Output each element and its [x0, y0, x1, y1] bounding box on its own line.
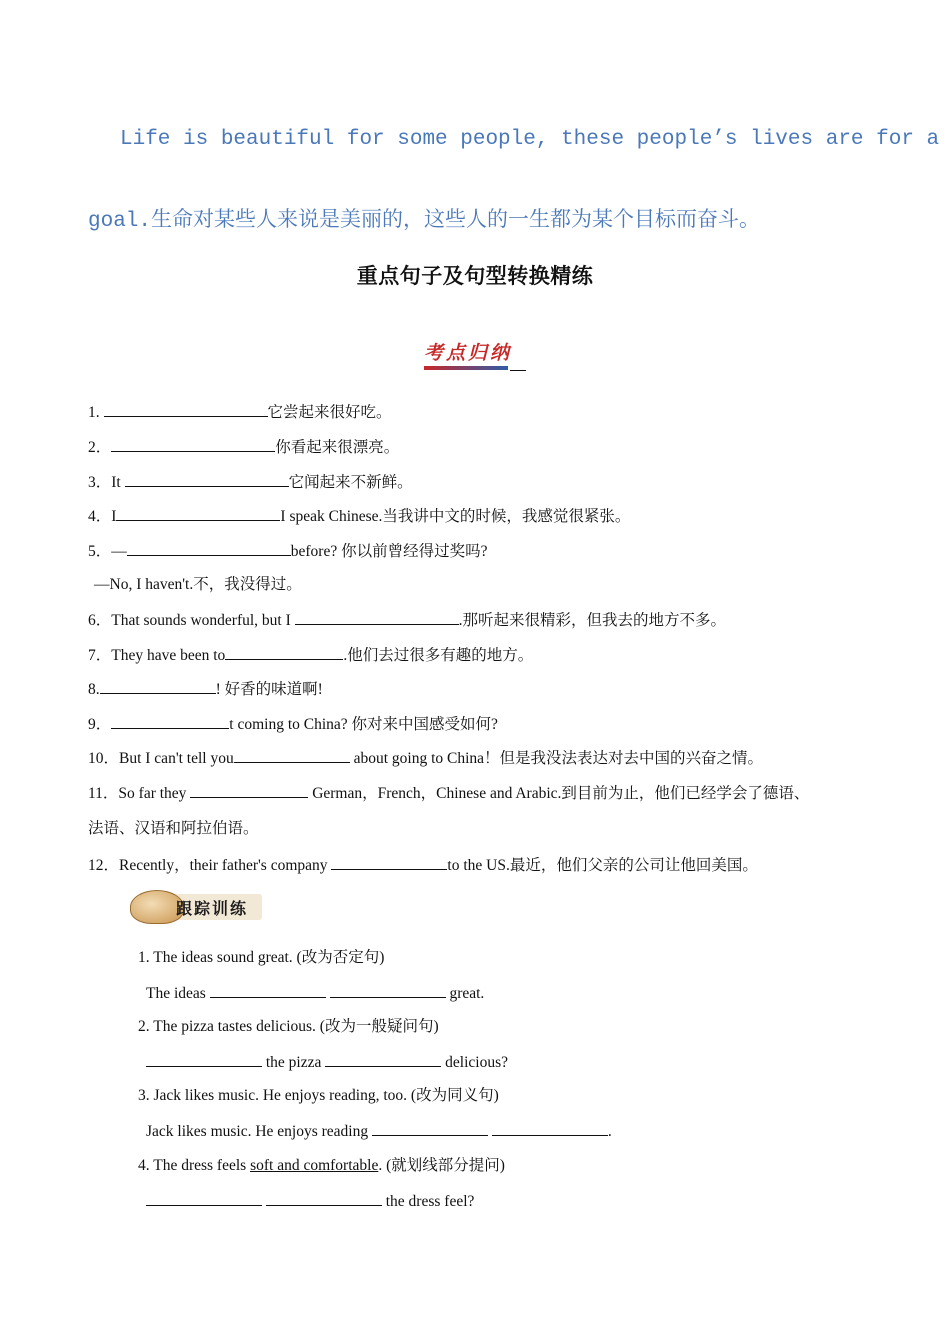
answer-blank[interactable] [146, 1052, 262, 1067]
exercise-item-5-answer: —No, I haven't.不，我没得过。 [94, 576, 302, 593]
page-title: 重点句子及句型转换精练 [356, 264, 594, 288]
exercise-item-4: 4．I I speak Chinese.当我讲中文的时候，我感觉很紧张。 [88, 508, 631, 525]
exercise-item-6: 6．That sounds wonderful, but I .那听起来很精彩，但我去的地方不多。 [88, 612, 727, 629]
answer-blank[interactable] [266, 1191, 382, 1206]
answer-blank[interactable] [331, 855, 447, 870]
quote-line-2: goal.生命对某些人来说是美丽的，这些人的一生都为某个目标而奋斗。 [88, 210, 761, 233]
answer-blank[interactable] [125, 472, 289, 487]
answer-blank[interactable] [492, 1121, 608, 1136]
exercise-item-11: 11．So far they German，French，Chinese and Arabic.到目前为止，他们已经学会了德语、 [88, 785, 810, 802]
answer-blank[interactable] [325, 1052, 441, 1067]
practice-answer-4: the dress feel? [146, 1191, 474, 1212]
practice-question-2: 2. The pizza tastes delicious. (改为一般疑问句) [138, 1018, 439, 1035]
practice-answer-3: Jack likes music. He enjoys reading . [146, 1123, 612, 1140]
practice-answer-2: the pizza delicious? [146, 1052, 508, 1073]
exercise-item-5: 5．— before? 你以前曾经得过奖吗? [88, 543, 488, 560]
answer-blank[interactable] [234, 748, 350, 763]
section-badge-practice [126, 888, 266, 928]
badge-underline [424, 366, 508, 370]
practice-question-1: 1. The ideas sound great. (改为否定句) [138, 949, 385, 966]
practice-answer-1: The ideas great. [146, 985, 485, 1002]
exercise-item-11-cont: 法语、汉语和阿拉伯语。 [88, 820, 259, 837]
badge-tail-line [510, 370, 526, 371]
exercise-item-8: 8. ! 好香的味道啊! [88, 681, 323, 698]
exercise-item-10: 10．But I can't tell you about going to China！但是我没法表达对去中国的兴奋之情。 [88, 750, 764, 767]
answer-blank[interactable] [225, 645, 343, 660]
answer-blank[interactable] [100, 679, 216, 694]
answer-blank[interactable] [190, 783, 308, 798]
exercise-item-2: 2． 你看起来很漂亮。 [88, 439, 400, 456]
exercise-item-1: 1. 它尝起来很好吃。 [88, 404, 392, 421]
badge-label: 考点归纳 [424, 342, 513, 364]
underlined-phrase: soft and comfortable [250, 1157, 379, 1174]
answer-blank[interactable] [295, 610, 459, 625]
badge-label: 跟踪训练 [176, 899, 249, 918]
exercise-item-9: 9． t coming to China? 你对来中国感受如何? [88, 716, 498, 733]
answer-blank[interactable] [210, 983, 326, 998]
answer-blank[interactable] [372, 1121, 488, 1136]
exercise-item-3: 3．It 它闻起来不新鲜。 [88, 474, 413, 491]
answer-blank[interactable] [127, 541, 291, 556]
section-badge-key-points [424, 338, 512, 365]
answer-blank[interactable] [111, 437, 275, 452]
answer-blank[interactable] [104, 402, 268, 417]
answer-blank[interactable] [116, 506, 280, 521]
quote-line-1: Life is beautiful for some people, these people’s lives are for a [120, 128, 940, 151]
answer-blank[interactable] [111, 714, 229, 729]
practice-question-4: 4. The dress feels soft and comfortable. (就划线部分提问) [138, 1157, 505, 1174]
answer-blank[interactable] [330, 983, 446, 998]
answer-blank[interactable] [146, 1191, 262, 1206]
exercise-item-12: 12．Recently，their father's company to the US.最近，他们父亲的公司让他回美国。 [88, 857, 758, 874]
exercise-item-7: 7．They have been to .他们去过很多有趣的地方。 [88, 647, 534, 664]
practice-question-3: 3. Jack likes music. He enjoys reading, too. (改为同义句) [138, 1087, 499, 1104]
